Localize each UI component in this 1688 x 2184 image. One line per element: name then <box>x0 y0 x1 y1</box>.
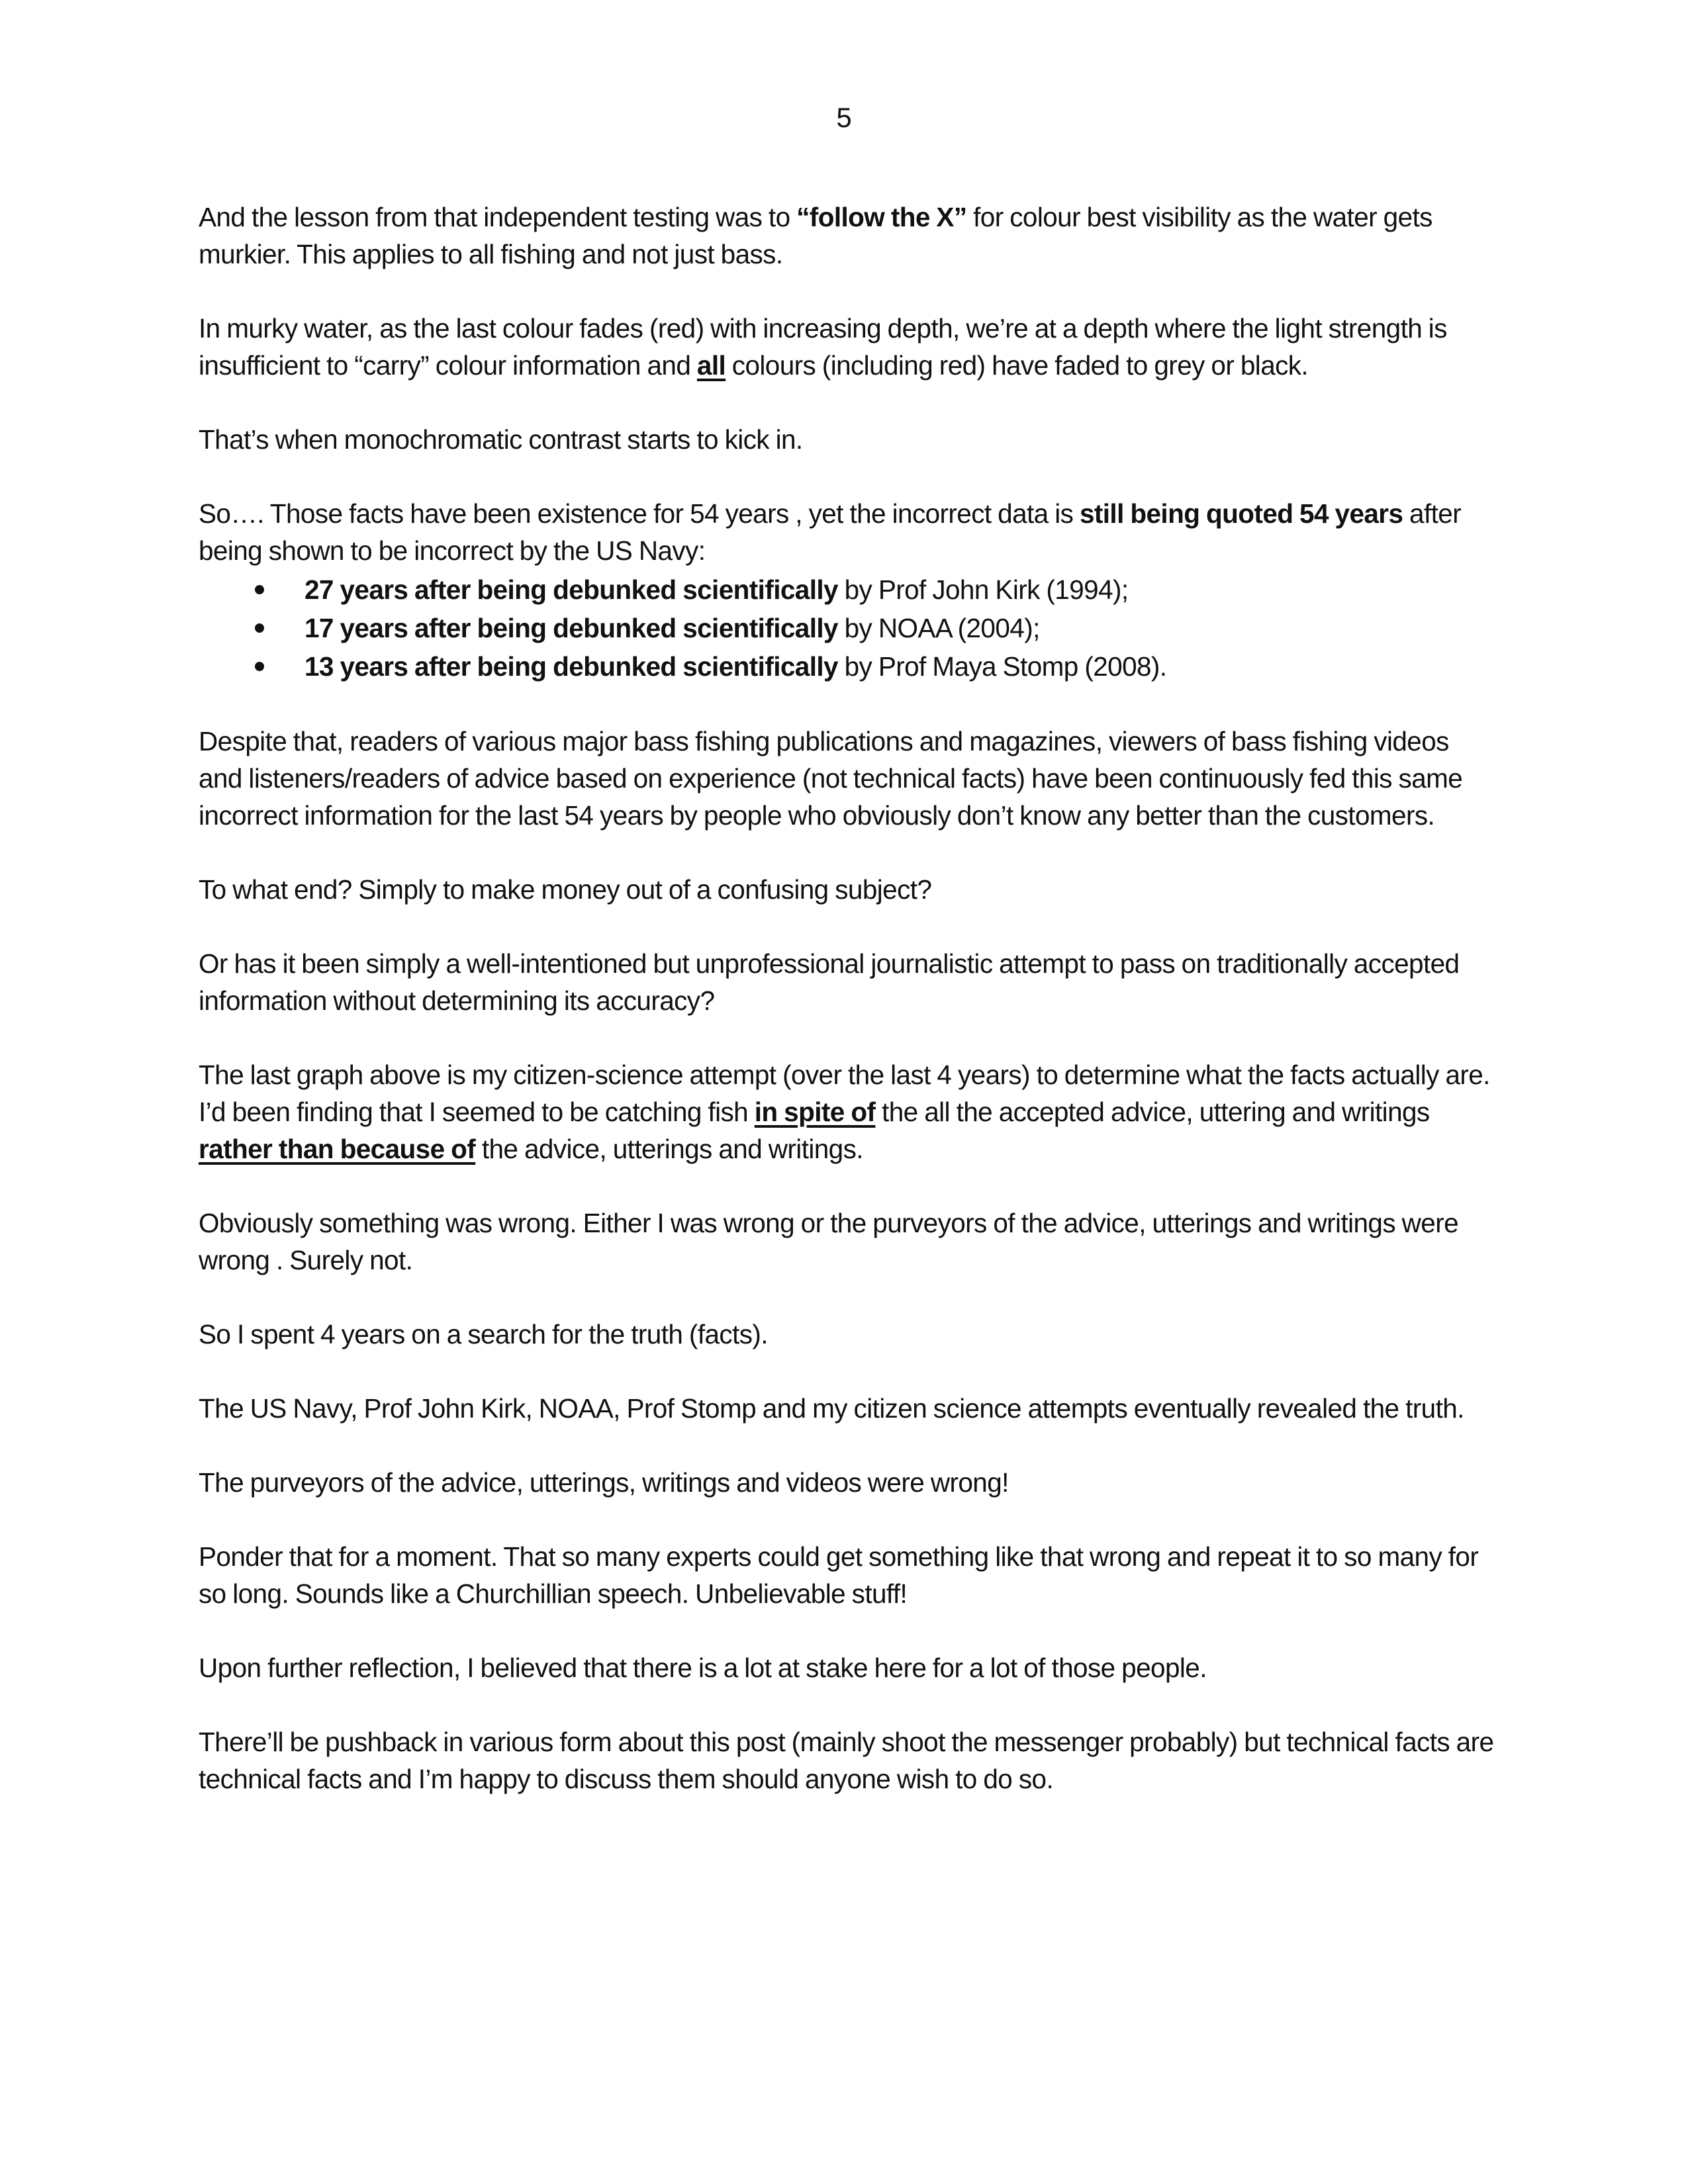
paragraph-revealed-truth: The US Navy, Prof John Kirk, NOAA, Prof Stomp and my citizen science attempts eventually revealed the truth. <box>199 1393 1464 1424</box>
list-item <box>199 647 1496 686</box>
text-run: colours (including red) have faded to grey or black. <box>726 350 1309 381</box>
text-run: by Prof John Kirk (1994); <box>837 574 1129 605</box>
document-body <box>199 199 1496 1835</box>
text-run: for colour best visibility as the water gets murkier. This applies to all fishing and not just bass. <box>199 202 1432 269</box>
text-run: by NOAA (2004); <box>837 613 1040 643</box>
text-run: by Prof Maya Stomp (2008). <box>837 651 1167 682</box>
text-run: the all the accepted advice, uttering and writings <box>875 1097 1430 1127</box>
paragraph-search-for-truth: So I spent 4 years on a search for the truth (facts). <box>199 1319 768 1349</box>
paragraph-citizen-science <box>199 1056 1496 1167</box>
bold-text: 13 years after being debunked scientifically <box>305 651 838 682</box>
list-item <box>199 570 1496 609</box>
bullet-icon <box>255 585 264 594</box>
paragraph-54-years <box>199 495 1496 569</box>
list-item <box>199 609 1496 647</box>
bullet-icon <box>255 623 264 633</box>
bullet-icon <box>255 662 264 671</box>
bold-underlined-text: in spite of <box>754 1097 876 1127</box>
text-run: And the lesson from that independent testing was to <box>199 202 797 232</box>
text-run: the advice, utterings and writings. <box>475 1134 863 1164</box>
bold-text: 17 years after being debunked scientifically <box>305 613 838 643</box>
bold-text: 27 years after being debunked scientifically <box>305 574 838 605</box>
paragraph-well-intentioned: Or has it been simply a well-intentioned but unprofessional journalistic attempt to pass on traditionally accepted information without determining its accuracy? <box>199 948 1460 1016</box>
text-run: So…. Those facts have been existence for 54 years , yet the incorrect data is <box>199 498 1080 529</box>
text-run: after being shown to be incorrect by the US Navy: <box>199 498 1462 566</box>
paragraph-murky-water <box>199 310 1496 384</box>
bold-text: still being quoted 54 years <box>1079 498 1403 529</box>
paragraph-reflection: Upon further reflection, I believed that there is a lot at stake here for a lot of those people. <box>199 1653 1207 1683</box>
bold-text: “follow the X” <box>796 202 967 232</box>
paragraph-follow-the-x <box>199 199 1496 273</box>
text-run: The last graph above is my citizen-science attempt (over the last 4 years) to determine what the facts actually are. I’d been finding that I seemed to be catching fish <box>199 1060 1490 1127</box>
page-number: 5 <box>836 102 852 133</box>
bold-underlined-text: rather than because of <box>199 1134 476 1164</box>
bold-underlined-text: all <box>696 350 726 381</box>
paragraph-something-wrong: Obviously something was wrong. Either I was wrong or the purveyors of the advice, utterings and writings were wrong . Surely not. <box>199 1208 1459 1275</box>
paragraph-monochromatic: That’s when monochromatic contrast starts to kick in. <box>199 424 803 455</box>
paragraph-despite-that: Despite that, readers of various major bass fishing publications and magazines, viewers of bass fishing videos and listeners/readers of advice based on experience (not technical facts) have been continuously fed this same incorrect information for the last 54 years by people who obviously don’t know any better than the customers. <box>199 726 1463 831</box>
text-run: In murky water, as the last colour fades (red) with increasing depth, we’re at a depth where the light strength is insufficient to “carry” colour information and <box>199 313 1447 381</box>
paragraph-purveyors-wrong: The purveyors of the advice, utterings, writings and videos were wrong! <box>199 1467 1009 1498</box>
debunked-list <box>199 570 1496 686</box>
paragraph-to-what-end: To what end? Simply to make money out of a confusing subject? <box>199 874 932 905</box>
paragraph-ponder: Ponder that for a moment. That so many experts could get something like that wrong and repeat it to so many for so long. Sounds like a Churchillian speech. Unbelievable stuff! <box>199 1541 1479 1609</box>
paragraph-pushback: There’ll be pushback in various form about this post (mainly shoot the messenger probably) but technical facts are technical facts and I’m happy to discuss them should anyone wish to do so. <box>199 1727 1494 1794</box>
